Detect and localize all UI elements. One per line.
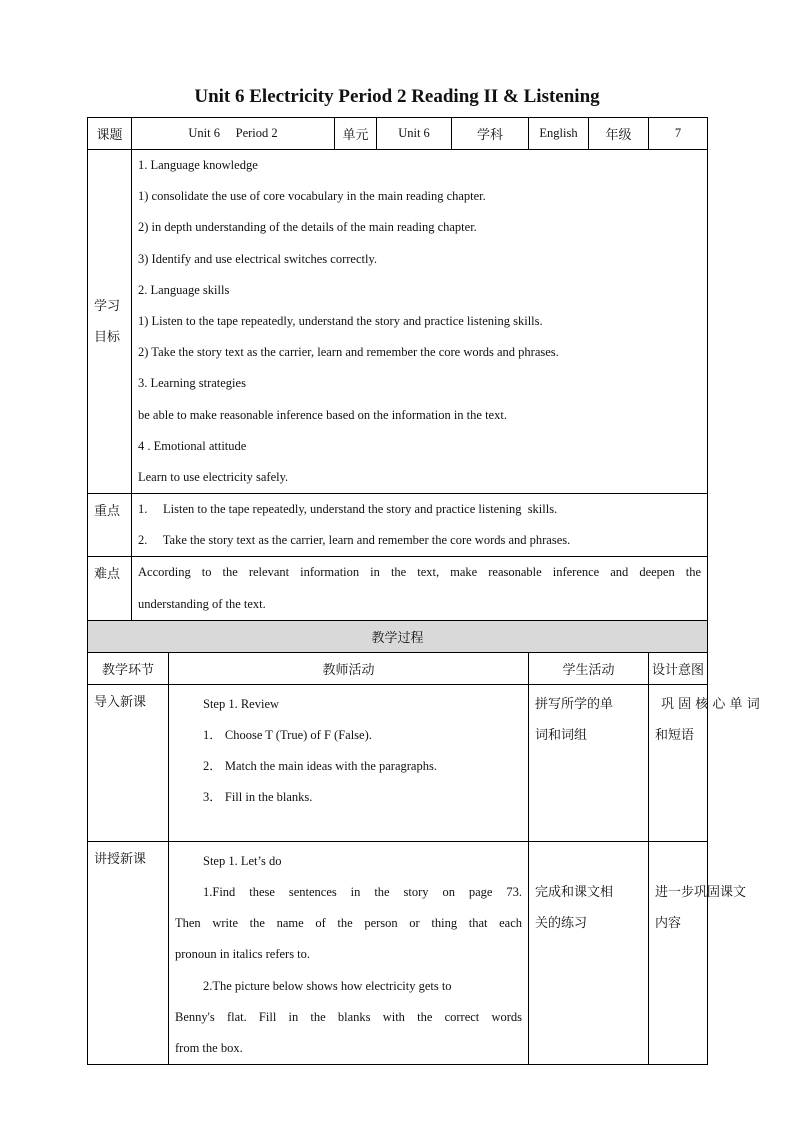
stage-cell: 导入新课 — [88, 684, 169, 841]
page-title: Unit 6 Electricity Period 2 Reading II & Listening — [194, 86, 600, 107]
objectives-content — [132, 150, 708, 494]
grade-value: 7 — [649, 118, 708, 150]
intent-line: 进一步巩固课文 — [655, 884, 747, 900]
column-teacher: 教师活动 — [169, 652, 529, 684]
header-row — [88, 118, 708, 150]
student-line: 拼写所学的单 — [535, 696, 614, 712]
objectives-label-line: 目标 — [94, 329, 121, 345]
subject-value: English — [529, 118, 589, 150]
teacher-line: from the box. — [175, 1040, 243, 1055]
objective-line: 1) Listen to the tape repeatedly, understand the story and practice listening skills. — [138, 313, 543, 328]
teacher-line: Benny's flat. Fill in the blanks with the correct words — [175, 1009, 523, 1024]
column-stage: 教学环节 — [88, 652, 169, 684]
process-row — [88, 841, 708, 1064]
intent-cell — [649, 684, 760, 841]
key-point-line: 1. Listen to the tape repeatedly, understand the story and practice listening skills. — [138, 502, 558, 517]
difficulty-line: understanding of the text. — [138, 596, 266, 611]
objective-line: 1. Language knowledge — [138, 158, 258, 172]
teacher-line: 1.Find these sentences in the story on page 73. — [203, 885, 523, 899]
key-points-label: 重点 — [88, 494, 132, 557]
process-columns-row — [88, 652, 708, 684]
key-point-line: 2. Take the story text as the carrier, learn and remember the core words and phrases. — [138, 533, 571, 548]
teacher-line: Step 1. Review — [203, 696, 280, 711]
teacher-line: Then write the name of the person or thing that each — [175, 916, 523, 931]
teacher-line: pronoun in italics refers to. — [175, 947, 311, 962]
difficulties-content — [132, 557, 708, 620]
teacher-line: 2.The picture below shows how electricity gets to — [203, 978, 452, 993]
difficulties-row — [88, 557, 708, 620]
student-line: 关的练习 — [535, 916, 588, 931]
lesson-plan-table — [87, 117, 760, 1065]
teacher-cell — [169, 684, 529, 841]
objective-line: 1) consolidate the use of core vocabulary in the main reading chapter. — [138, 189, 486, 204]
key-points-row — [88, 494, 708, 557]
stage-cell: 讲授新课 — [88, 841, 169, 1064]
intent-line: 和短语 — [655, 728, 695, 743]
objective-line: 3. Learning strategies — [138, 376, 246, 391]
unit-label: 单元 — [335, 118, 377, 150]
process-row — [88, 684, 708, 841]
grade-label: 年级 — [589, 118, 649, 150]
objective-line: 2) Take the story text as the carrier, learn and remember the core words and phrases. — [138, 345, 559, 360]
topic-value: Unit 6 Period 2 — [132, 118, 335, 150]
student-cell — [529, 684, 649, 841]
teacher-line: 1． Choose T (True) of F (False). — [203, 728, 372, 742]
objectives-label-line: 学习 — [94, 298, 121, 314]
column-student: 学生活动 — [529, 652, 649, 684]
column-intent: 设计意图 — [649, 652, 708, 684]
objective-line: 2. Language skills — [138, 282, 230, 297]
objective-line: 3) Identify and use electrical switches correctly. — [138, 251, 378, 266]
objective-line: 4 . Emotional attitude — [138, 438, 247, 453]
process-heading: 教学过程 — [88, 620, 708, 652]
student-line: 完成和课文相 — [535, 884, 614, 900]
objective-line: be able to make reasonable inference based on the information in the text. — [138, 407, 507, 422]
subject-label: 学科 — [452, 118, 529, 150]
teacher-line: 2． Match the main ideas with the paragraphs. — [203, 759, 437, 774]
objective-line: Learn to use electricity safely. — [138, 469, 289, 484]
teacher-cell — [169, 841, 529, 1064]
key-points-content — [132, 494, 708, 557]
teacher-line: 3． Fill in the blanks. — [203, 790, 313, 805]
intent-line: 内容 — [655, 916, 682, 931]
student-line: 词和词组 — [535, 728, 588, 743]
difficulty-line: According to the relevant information in the text, make reasonable inference and deepen the — [138, 565, 702, 580]
student-cell — [529, 841, 649, 1064]
objective-line: 2) in depth understanding of the details of the main reading chapter. — [138, 220, 477, 235]
intent-cell — [649, 841, 747, 1064]
difficulties-label: 难点 — [88, 557, 132, 620]
objectives-label — [88, 150, 132, 494]
topic-label: 课题 — [88, 118, 132, 150]
objectives-row — [88, 150, 708, 494]
teacher-line: Step 1. Let’s do — [203, 853, 282, 868]
unit-value: Unit 6 — [377, 118, 452, 150]
process-heading-row — [88, 620, 708, 652]
intent-line: 巩 固 核 心 单 词 — [661, 696, 760, 712]
